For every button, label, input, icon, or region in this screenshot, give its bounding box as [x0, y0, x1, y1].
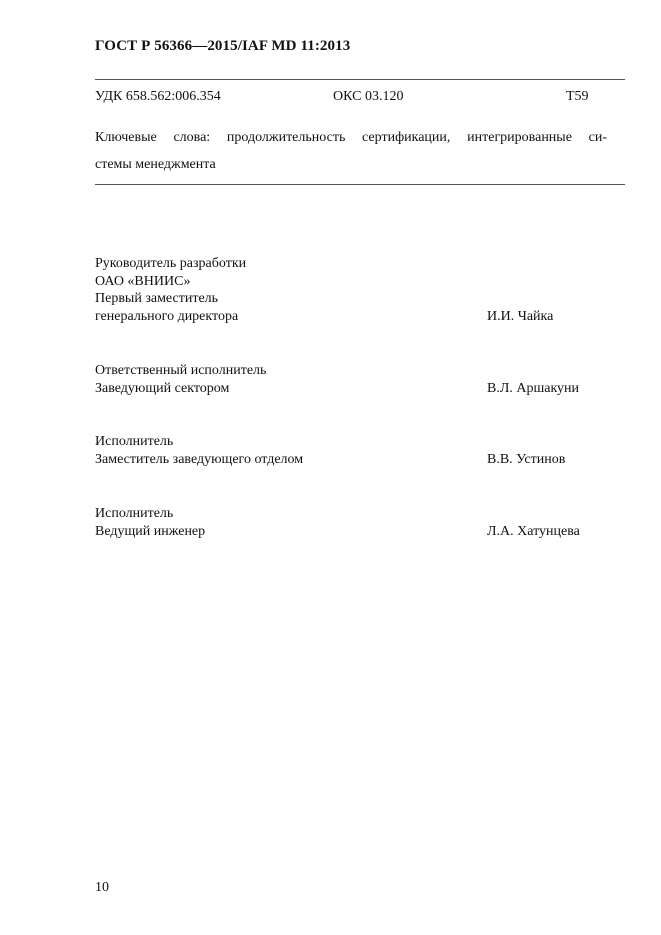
signatory-name: В.В. Устинов — [487, 451, 566, 467]
classification-codes-row — [95, 89, 591, 107]
signatory-role-line: Первый заместитель — [95, 291, 219, 306]
oks-code: ОКС 03.120 — [333, 89, 404, 104]
top-divider — [95, 79, 625, 80]
signatory-role-line: Руководитель разработки — [95, 256, 247, 271]
signatory-block-lead — [95, 255, 595, 325]
signatory-role-line: Исполнитель — [95, 434, 174, 449]
keywords-line-2: стемы менеджмента — [95, 157, 216, 172]
signatory-name: Л.А. Хатунцева — [487, 523, 580, 539]
page-number: 10 — [95, 880, 109, 895]
signatory-role-line: генерального директора — [95, 308, 239, 324]
signatory-role-line: Ответственный исполнитель — [95, 363, 267, 378]
signatory-role-line: Заместитель заведующего отделом — [95, 451, 304, 467]
udk-code: УДК 658.562:006.354 — [95, 89, 221, 104]
keywords-line-1: Ключевые слова: продолжительность сертификации, интегрированные си- — [95, 130, 607, 145]
document-header-title: ГОСТ Р 56366—2015/IAF MD 11:2013 — [95, 38, 351, 54]
signatory-role-line: Заведующий сектором — [95, 380, 230, 396]
keywords-paragraph — [95, 124, 607, 178]
signatory-name: В.Л. Аршакуни — [487, 380, 580, 396]
signatory-name: И.И. Чайка — [487, 308, 554, 324]
signatory-role-line: Исполнитель — [95, 506, 174, 521]
signatory-block-executor-1 — [95, 433, 595, 468]
signatory-role-line: Ведущий инженер — [95, 523, 206, 539]
signatory-block-responsible — [95, 362, 595, 397]
signatory-block-executor-2 — [95, 505, 595, 540]
signatory-role-line: ОАО «ВНИИС» — [95, 273, 191, 289]
bottom-divider — [95, 184, 625, 185]
class-code: Т59 — [566, 89, 589, 104]
